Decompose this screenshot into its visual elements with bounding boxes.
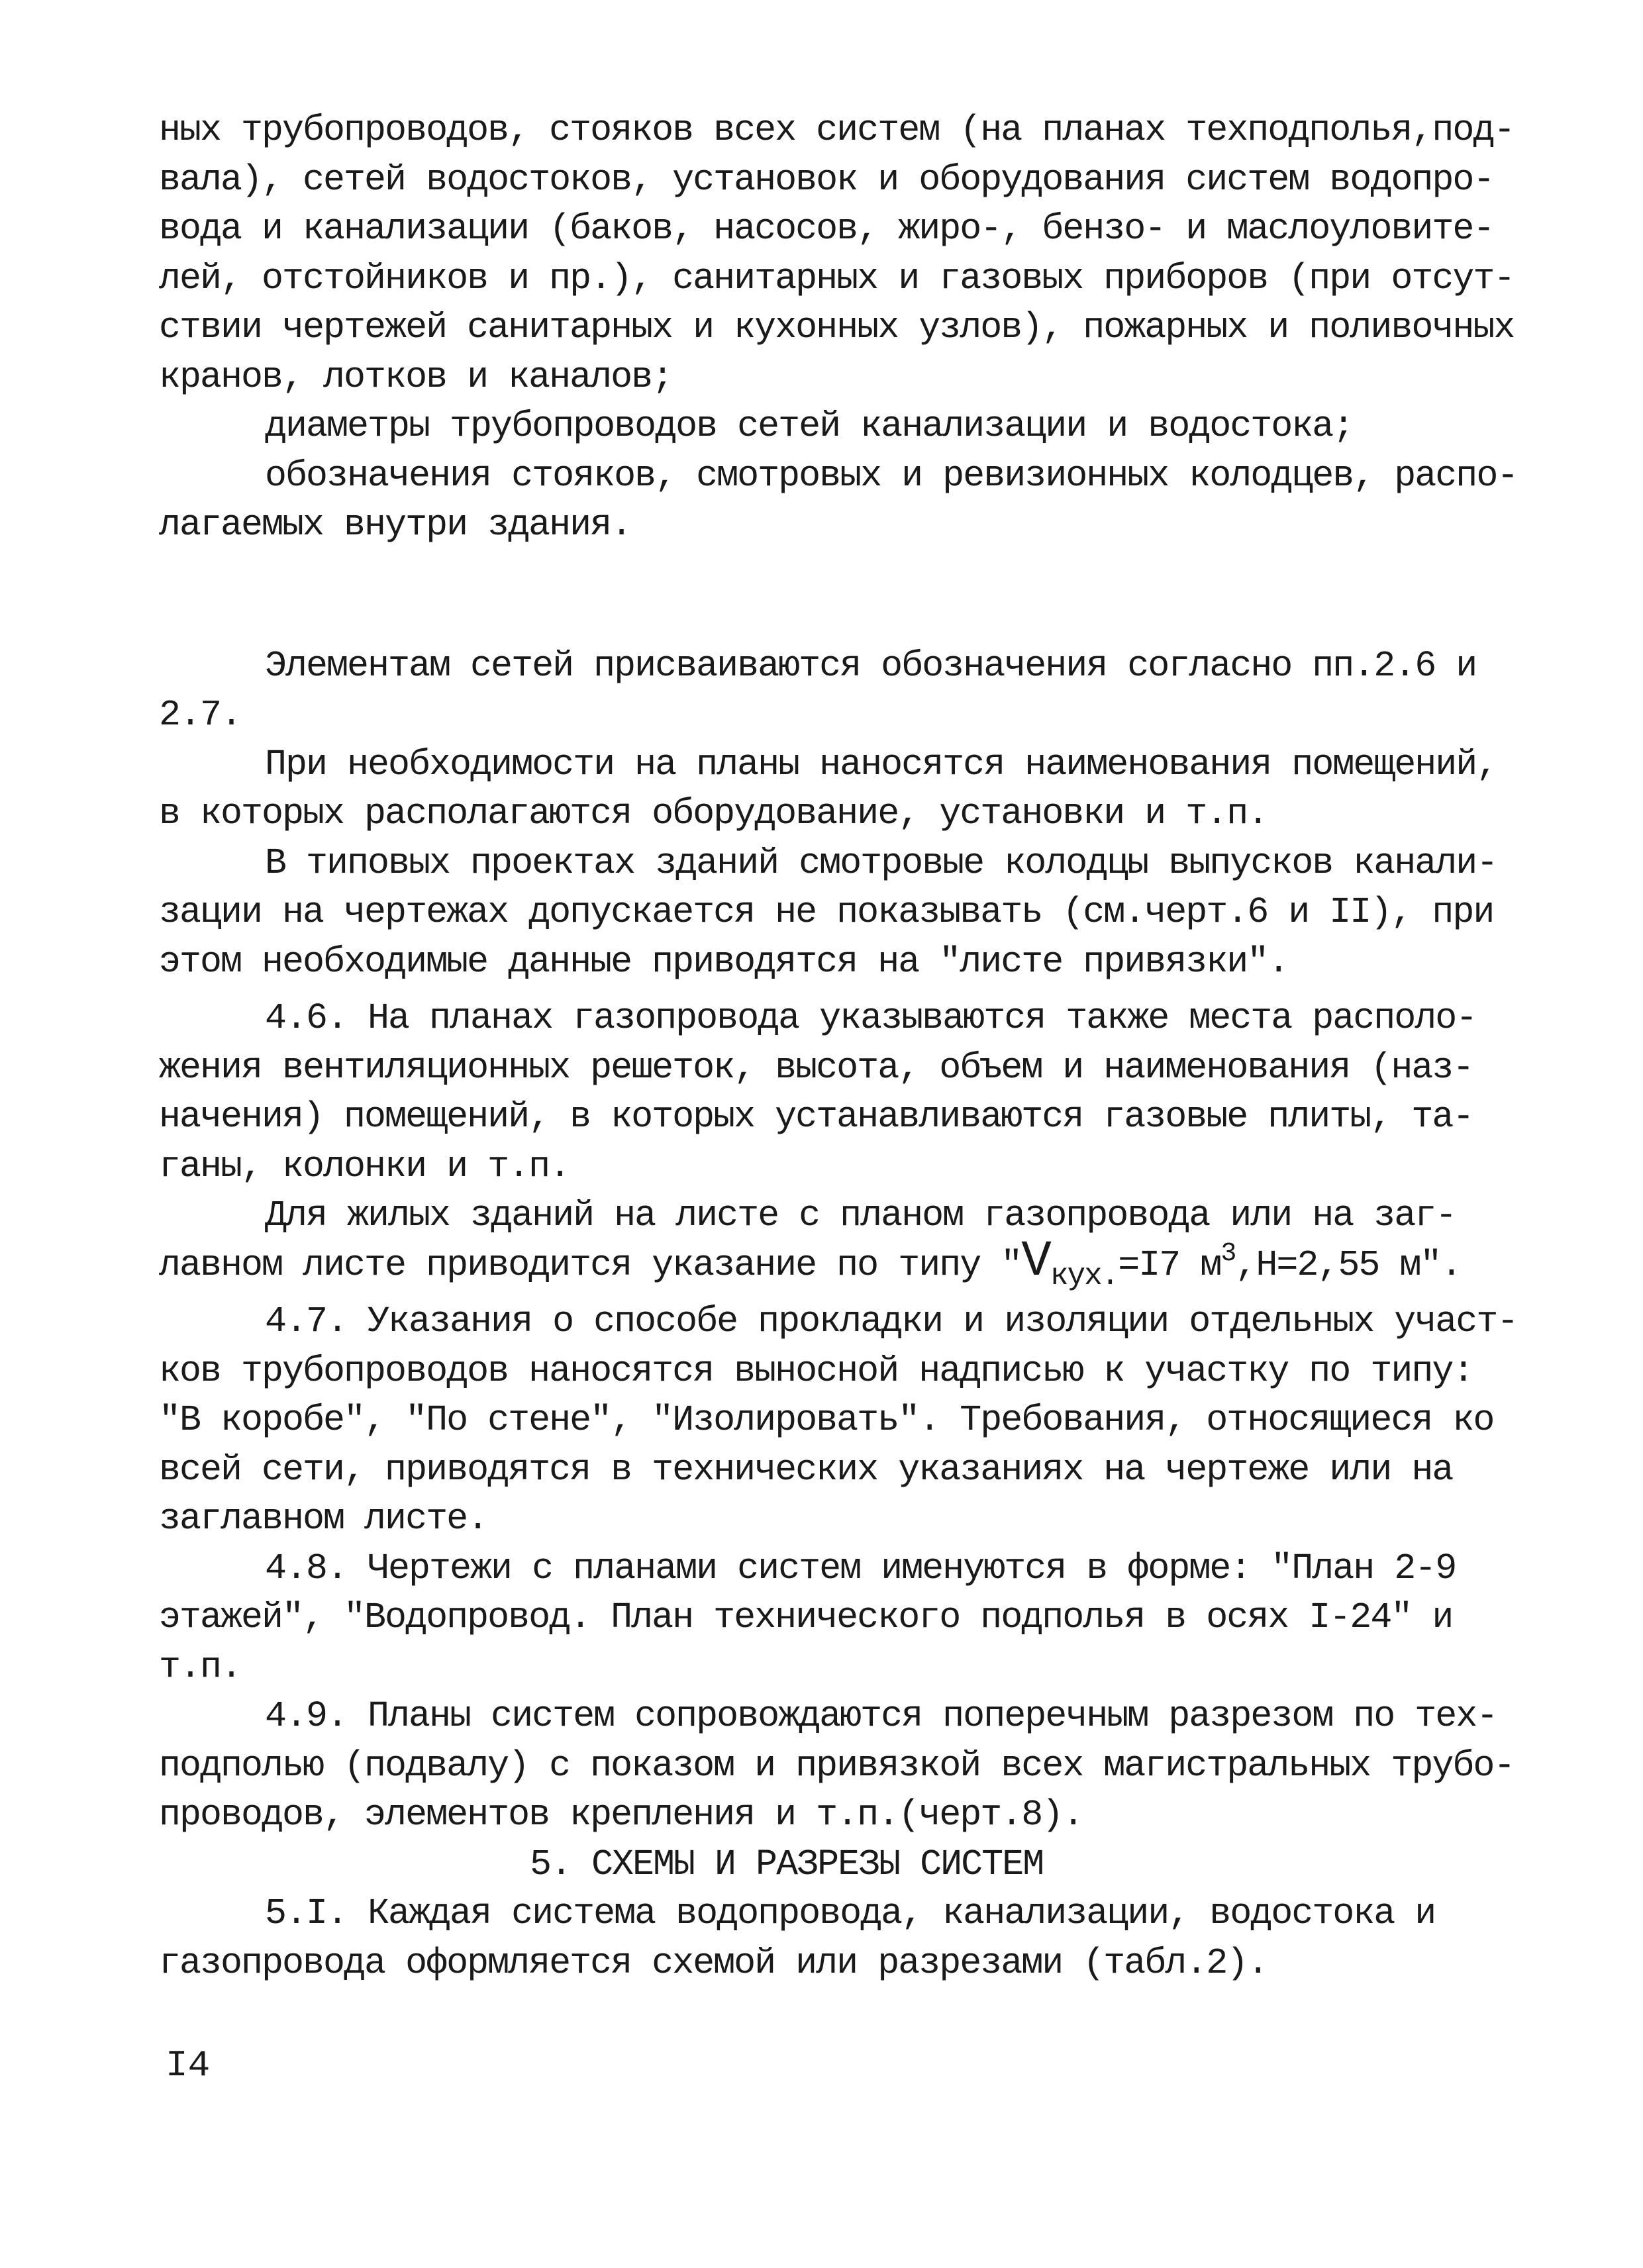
text-line: газопровода оформляется схемой или разрезами (табл.2). xyxy=(159,1942,1268,1984)
spacer xyxy=(159,1290,1510,1297)
text-line: этажей", "Водопровод. План технического подполья в осях I-24" и xyxy=(159,1597,1453,1638)
text-line: "В коробе", "По стене", "Изолировать". Требования, относящиеся ко xyxy=(159,1399,1494,1441)
paragraph-designations xyxy=(159,452,1518,550)
text-line: начения) помещений, в которых устанавливаются газовые плиты, та- xyxy=(159,1096,1473,1138)
text-line: кранов, лотков и каналов; xyxy=(159,356,673,398)
text-line: всей сети, приводятся в технических указаниях на чертеже или на xyxy=(159,1448,1453,1491)
text-line: 2.7. xyxy=(159,694,242,736)
paragraph-elements xyxy=(159,642,1510,740)
paragraph-4-6 xyxy=(159,994,1510,1191)
text-line: этом необходимые данные приводятся на "листе привязки". xyxy=(159,940,1289,983)
text-line: 4.8. Чертежи с планами систем именуются в форме: "План 2-9 xyxy=(265,1547,1456,1589)
text-line: зации на чертежах допускается не показывать (см.черт.6 и II), при xyxy=(159,891,1494,933)
document-page xyxy=(159,106,1518,1988)
text-line: обозначения стояков, смотровых и ревизионных колодцев, распо- xyxy=(265,454,1518,497)
text-line: 4.9. Планы систем сопровождаются поперечным разрезом по тех- xyxy=(265,1695,1497,1737)
paragraph-residential xyxy=(159,1191,1510,1293)
text-line: проводов, элементов крепления и т.п.(черт.8). xyxy=(159,1794,1083,1836)
section-heading xyxy=(159,1840,1510,1890)
text-line: Для жилых зданий на листе с планом газопровода или на заг- xyxy=(265,1195,1456,1236)
text-line: диаметры трубопроводов сетей канализации и водостока; xyxy=(265,405,1354,447)
text-line: При необходимости на планы наносятся наименования помещений, xyxy=(265,743,1497,785)
formula-line xyxy=(159,1232,1510,1293)
text-line: заглавном листе. xyxy=(159,1498,488,1540)
text-line: В типовых проектах зданий смотровые колодцы выпусков канали- xyxy=(265,842,1497,884)
paragraph-rooms xyxy=(159,740,1510,839)
text-line: лагаемых внутри здания. xyxy=(159,504,632,546)
text-line: 4.6. На планах газопровода указываются также места располо- xyxy=(265,997,1477,1039)
paragraph-4-7 xyxy=(159,1297,1518,1544)
text-line: лей, отстойников и пр.), санитарных и газовых приборов (при отсут- xyxy=(159,257,1515,299)
formula-superscript: 3 xyxy=(1220,1238,1236,1269)
text-line: т.п. xyxy=(159,1646,242,1688)
formula-volume-symbol: V xyxy=(1021,1232,1050,1290)
page-number: I4 xyxy=(166,2044,211,2087)
text-line: вода и канализации (баков, насосов, жиро-, бензо- и маслоуловите- xyxy=(159,208,1494,250)
text-line: ных трубопроводов, стояков всех систем (на планах техподполья,под- xyxy=(159,109,1515,151)
text-line: ствии чертежей санитарных и кухонных узлов), пожарных и поливочных xyxy=(159,307,1515,348)
text-line: подполью (подвалу) с показом и привязкой всех магистральных трубо- xyxy=(159,1744,1515,1787)
spacer xyxy=(159,550,1510,642)
paragraph-pipelines xyxy=(159,106,1515,402)
paragraph-4-9 xyxy=(159,1692,1515,1840)
paragraph-5-1 xyxy=(159,1889,1510,1988)
formula-value: =I7 м xyxy=(1118,1244,1221,1286)
paragraph-typical-projects xyxy=(159,839,1510,987)
text-line: ков трубопроводов наносятся выносной надписью к участку по типу: xyxy=(159,1350,1473,1392)
text-line: Элементам сетей присваиваются обозначения согласно пп.2.6 и xyxy=(265,644,1477,687)
text-line: жения вентиляционных решеток, высота, объем и наименования (наз- xyxy=(159,1046,1473,1089)
text-segment: лавном листе приводится указание по типу xyxy=(159,1244,1001,1286)
formula-open-quote: " xyxy=(1001,1244,1022,1286)
text-line: вала), сетей водостоков, установок и оборудования систем водопро- xyxy=(159,158,1494,201)
text-line: в которых располагаются оборудование, установки и т.п. xyxy=(159,793,1268,834)
paragraph-diameters xyxy=(159,402,1510,452)
text-line: ганы, колонки и т.п. xyxy=(159,1145,570,1187)
formula-rest: ,Н=2,55 м". xyxy=(1235,1244,1462,1286)
text-line: 4.7. Указания о способе прокладки и изоляции отдельных участ- xyxy=(265,1301,1518,1342)
paragraph-4-8 xyxy=(159,1544,1510,1693)
formula-subscript: кух. xyxy=(1050,1258,1119,1293)
spacer xyxy=(159,987,1510,994)
text-line: 5.I. Каждая система водопровода, канализации, водостока и xyxy=(265,1893,1436,1934)
section-title: 5. СХЕМЫ И РАЗРЕЗЫ СИСТЕМ xyxy=(530,1843,1044,1885)
